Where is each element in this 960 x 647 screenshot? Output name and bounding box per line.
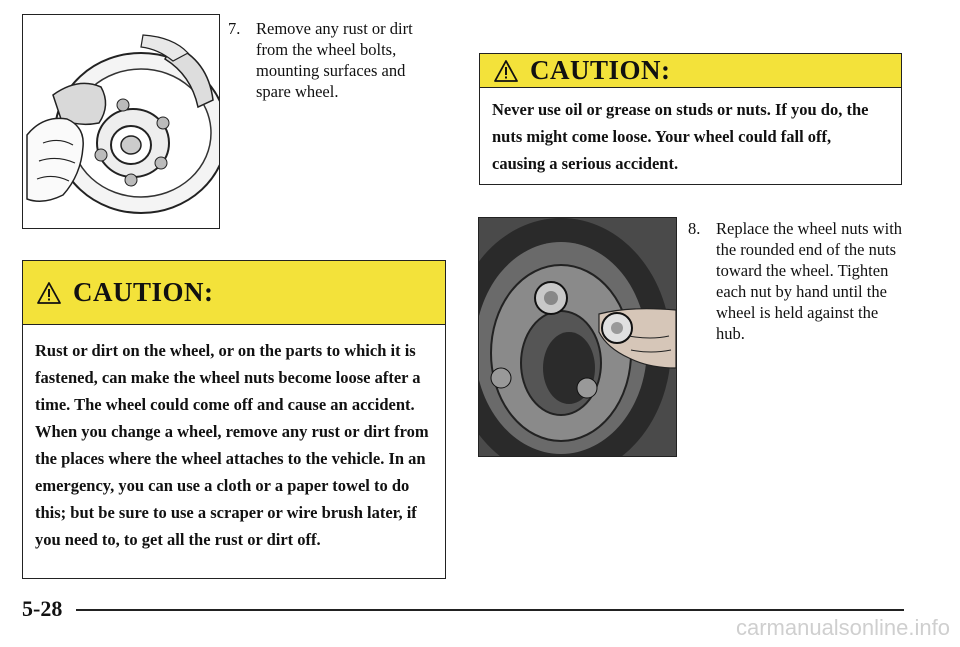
step-8: [688, 218, 903, 344]
caution-box-rust-dirt: [22, 260, 446, 579]
step-number: 8.: [688, 219, 701, 238]
caution-label: CAUTION:: [73, 277, 214, 307]
caution-text: Never use oil or grease on studs or nuts. If you do, the nuts might come loose. Your wheel could fall off, causing a serious accident.: [492, 100, 869, 173]
caution-header: [480, 54, 901, 88]
wheel-hub-cleaning-illustration: [22, 14, 220, 229]
warning-triangle-icon: [494, 60, 518, 82]
page-number: 5-28: [22, 596, 63, 621]
caution-text: Rust or dirt on the wheel, or on the parts to which it is fastened, can make the wheel nuts become loose after a time. The wheel could come off and cause an accident. When you change a wheel, remove any rust or dirt from the places where the wheel attaches to the vehicle. In an emergency, you can use a cloth or a paper towel to do this; but be sure to use a scraper or wire brush later, if you need to, to get all the rust or dirt off.: [35, 341, 429, 549]
step-7: [228, 18, 438, 102]
watermark: carmanualsonline.info: [735, 615, 950, 640]
caution-label: CAUTION:: [530, 55, 671, 85]
caution-box-oil-grease: [479, 53, 902, 185]
step-text: Replace the wheel nuts with the rounded end of the nuts toward the wheel. Tighten each nut by hand until the wheel is held against the hub.: [716, 219, 903, 343]
footer-rule: [76, 609, 904, 611]
step-number: 7.: [228, 19, 241, 38]
caution-header: [23, 261, 445, 325]
wheel-nut-replacement-illustration: [478, 217, 677, 457]
step-text: Remove any rust or dirt from the wheel bolts, mounting surfaces and spare wheel.: [256, 19, 413, 101]
warning-triangle-icon: [37, 282, 61, 304]
